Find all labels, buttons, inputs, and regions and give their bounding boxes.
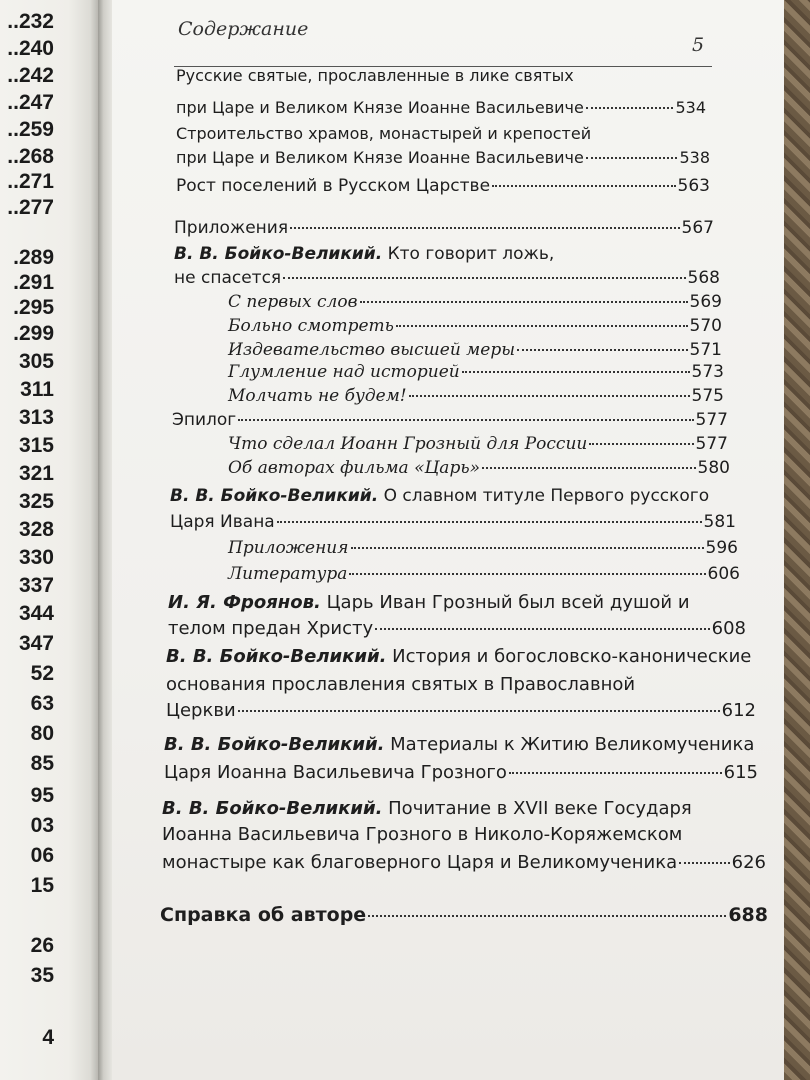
leader-dots: [277, 521, 702, 523]
toc-page-number: 688: [728, 904, 768, 926]
toc-page-number: 568: [687, 268, 720, 288]
toc-page-number: 608: [711, 618, 746, 639]
leader-dots: [409, 395, 690, 397]
toc-page-number: 534: [675, 98, 706, 117]
toc-page-number: 571: [689, 340, 722, 360]
left-page-number: .299: [13, 322, 54, 345]
toc-page-number: 581: [703, 512, 736, 532]
toc-page-number: 612: [721, 700, 756, 721]
leader-dots: [238, 710, 720, 712]
toc-title: Церкви: [166, 700, 236, 721]
left-page-number: 344: [18, 602, 54, 625]
toc-title: Что сделал Иоанн Грозный для России: [228, 434, 588, 454]
toc-page-number: 538: [679, 148, 710, 167]
toc-title: монастыре как благоверного Царя и Великомученика: [162, 852, 678, 873]
left-page-number: .295: [13, 296, 54, 319]
left-page-number: 311: [20, 378, 54, 401]
toc-author: В. В. Бойко-Великий.: [164, 734, 385, 755]
left-page-number: ..271: [7, 170, 54, 193]
toc-title: Почитание в XVII веке Государя: [388, 798, 692, 819]
leader-dots: [368, 915, 726, 917]
left-page-number: 63: [30, 692, 54, 715]
toc-title: Об авторах фильма «Царь»: [228, 458, 480, 478]
toc-title: Молчать не будем!: [228, 386, 407, 406]
toc-page-number: 580: [697, 458, 730, 478]
leader-dots: [492, 185, 676, 187]
leader-dots: [509, 772, 722, 774]
toc-title: Приложения: [228, 538, 349, 558]
left-page-number: 4: [42, 1026, 54, 1049]
toc-title: Больно смотреть: [228, 316, 394, 336]
toc-author: В. В. Бойко-Великий.: [166, 646, 387, 667]
toc-page-number: 570: [689, 316, 722, 336]
left-page-number: 305: [18, 350, 54, 373]
toc-page-number: 577: [695, 434, 728, 454]
left-page-number: ..268: [7, 145, 54, 168]
leader-dots: [462, 371, 690, 373]
toc-page-number: 606: [707, 564, 740, 584]
running-head: Содержание: [178, 18, 309, 40]
left-page-number: 52: [30, 662, 54, 685]
toc-page-number: 615: [723, 762, 758, 783]
left-page-number: 313: [18, 406, 54, 429]
left-page-number: 315: [18, 434, 54, 457]
leader-dots: [586, 157, 678, 159]
toc-title: при Царе и Великом Князе Иоанне Васильевиче: [176, 98, 584, 117]
toc-title: Рост поселений в Русском Царстве: [176, 176, 491, 196]
toc-author: В. В. Бойко-Великий.: [174, 244, 383, 264]
left-page-number: 328: [18, 518, 54, 541]
left-page-number: ..232: [7, 10, 54, 33]
left-page-number: .291: [13, 271, 54, 294]
toc-title: Справка об авторе: [160, 904, 367, 926]
left-page-number: 95: [30, 784, 54, 807]
leader-dots: [283, 277, 685, 279]
toc-page-number: 577: [695, 410, 728, 430]
toc-title: Иоанна Васильевича Грозного в Николо-Коряжемском: [162, 824, 683, 845]
toc-page-number: 596: [705, 538, 738, 558]
toc-page-number: 573: [691, 362, 724, 382]
toc-author: И. Я. Фроянов.: [168, 592, 321, 613]
left-page-number: 15: [30, 874, 54, 897]
leader-dots: [375, 628, 710, 630]
toc-title: О славном титуле Первого русского: [383, 486, 710, 506]
leader-dots: [589, 443, 693, 445]
leader-dots: [396, 325, 688, 327]
toc-title: основания прославления святых в Православной: [166, 674, 636, 695]
toc-title: Эпилог: [172, 410, 237, 430]
toc-page-number: 563: [677, 176, 710, 196]
left-page-number: ..240: [7, 37, 54, 60]
toc-title: при Царе и Великом Князе Иоанне Васильевиче: [176, 148, 584, 167]
toc-title: Царя Ивана: [170, 512, 275, 532]
toc-title: Глумление над историей: [228, 362, 460, 382]
leader-dots: [290, 227, 679, 229]
toc-author: В. В. Бойко-Великий.: [170, 486, 379, 506]
toc-title: Строительство храмов, монастырей и крепостей: [176, 124, 592, 143]
toc-page-number: 575: [691, 386, 724, 406]
leader-dots: [679, 862, 730, 864]
left-page-number: 80: [30, 722, 54, 745]
toc-title: Приложения: [174, 218, 289, 238]
book-gutter: [98, 0, 112, 1080]
left-page-number: 347: [18, 632, 54, 655]
left-page-number: .289: [13, 246, 54, 269]
left-page-number: ..247: [7, 91, 54, 114]
leader-dots: [349, 573, 705, 575]
toc-page-number: 567: [681, 218, 714, 238]
toc-title: С первых слов: [228, 292, 358, 312]
leader-dots: [238, 419, 693, 421]
toc-title: телом предан Христу: [168, 618, 374, 639]
background-edge: [784, 0, 810, 1080]
left-page-number: 06: [30, 844, 54, 867]
left-page-number: ..259: [7, 118, 54, 141]
toc-author: В. В. Бойко-Великий.: [162, 798, 383, 819]
toc-title: История и богословско-канонические: [392, 646, 752, 667]
leader-dots: [586, 107, 674, 109]
leader-dots: [360, 301, 688, 303]
left-page-number: 03: [30, 814, 54, 837]
toc-title: Кто говорит ложь,: [387, 244, 555, 264]
left-page-edge: [0, 0, 98, 1080]
left-page-number: 325: [18, 490, 54, 513]
toc-title: Царя Иоанна Васильевича Грозного: [164, 762, 507, 783]
leader-dots: [351, 547, 704, 549]
toc-title: Издевательство высшей меры: [228, 340, 516, 360]
left-page-number: ..277: [7, 196, 54, 219]
toc-title: не спасется: [174, 268, 282, 288]
page-number: 5: [692, 34, 705, 56]
toc-page-number: 569: [689, 292, 722, 312]
toc-title: Литература: [228, 564, 348, 584]
leader-dots: [517, 349, 687, 351]
left-page-number: 321: [18, 462, 54, 485]
left-page-number: 85: [30, 752, 54, 775]
left-page-number: 330: [18, 546, 54, 569]
left-page-number: 337: [18, 574, 54, 597]
leader-dots: [482, 467, 696, 469]
toc-page-number: 626: [731, 852, 766, 873]
left-page-number: ..242: [7, 64, 54, 87]
left-page-number: 26: [30, 934, 54, 957]
toc-title: Царь Иван Грозный был всей душой и: [326, 592, 690, 613]
toc-title: Русские святые, прославленные в лике святых: [176, 66, 574, 85]
left-page-number: 35: [30, 964, 54, 987]
toc-title: Материалы к Житию Великомученика: [390, 734, 755, 755]
